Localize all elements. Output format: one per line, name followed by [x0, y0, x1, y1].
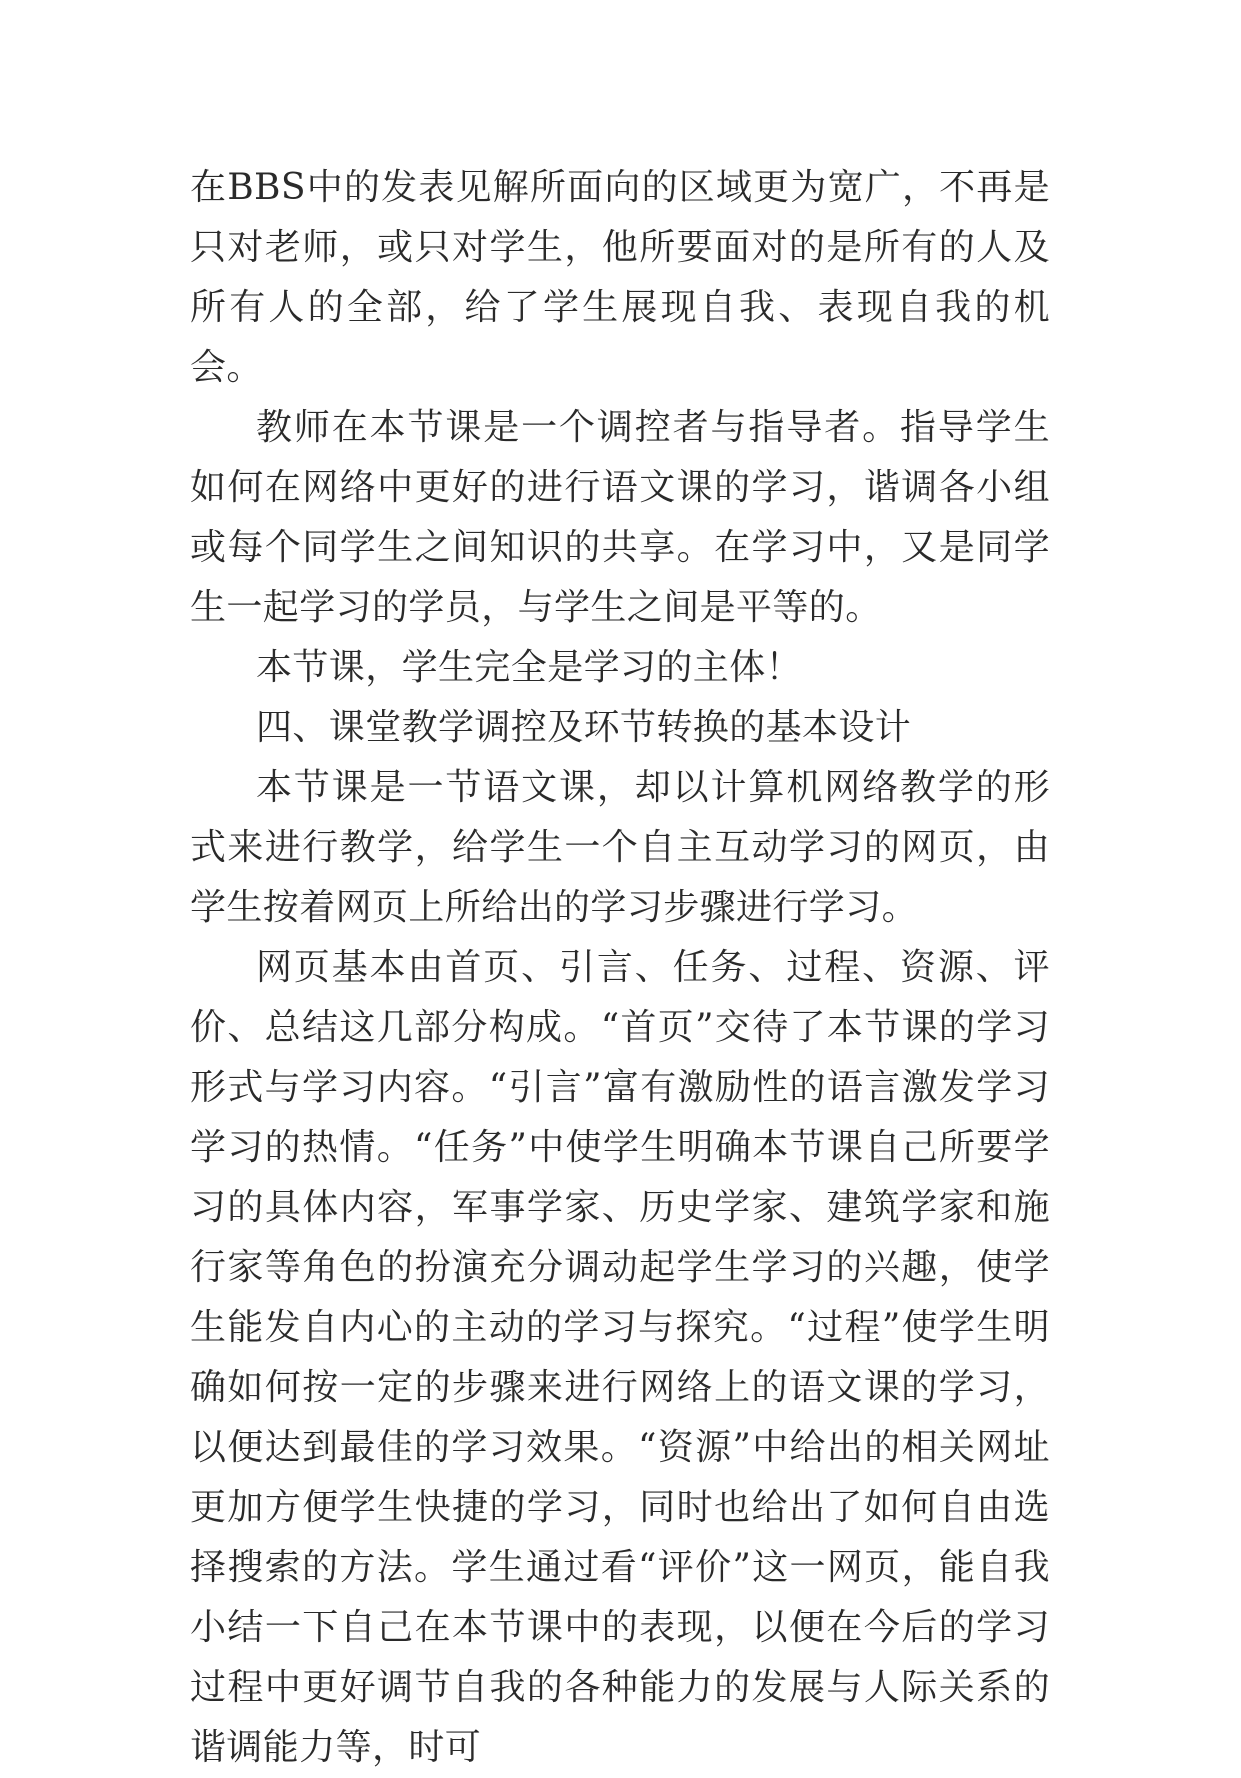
paragraph-lesson-format: 本节课是一节语文课，却以计算机网络教学的形式来进行教学，给学生一个自主互动学习的网页，由学生按着网页上所给出的学习步骤进行学习。 [190, 767, 1050, 928]
paragraph-webpage-structure: 网页基本由首页、引言、任务、过程、资源、评价、总结这几部分构成。“首页”交待了本节课的学习形式与学习内容。“引言”富有激励性的语言激发学习学习的热情。“任务”中使学生明确本节课自己所要学习的具体内容，军事学家、历史学家、建筑学家和施行家等角色的扮演充分调动起学生学习的兴趣，使学生能发自内心的主动的学习与探究。“过程”使学生明确如何按一定的步骤来进行网络上的语文课的学习，以便达到最佳的学习效果。“资源”中给出的相关网址更加方便学生快捷的学习，同时也给出了如何自由选择搜索的方法。学生通过看“评价”这一网页，能自我小结一下自己在本节课中的表现，以便在今后的学习过程中更好调节自我的各种能力的发展与人际关系的谐调能力等，时可 [190, 947, 1050, 1768]
paragraph-student-subject: 本节课，学生完全是学习的主体！ [256, 647, 803, 688]
paragraph-teacher-role: 教师在本节课是一个调控者与指导者。指导学生如何在网络中更好的进行语文课的学习，谐调各小组或每个同学生之间知识的共享。在学习中，又是同学生一起学习的学员，与学生之间是平等的。 [190, 407, 1050, 628]
document-body [190, 158, 1050, 1778]
paragraph-bbs-discussion: 在BBS中的发表见解所面向的区域更为宽广，不再是只对老师，或只对学生，他所要面对的是所有的人及所有人的全部，给了学生展现自我、表现自我的机会。 [190, 167, 1050, 388]
section-heading-design: 四、课堂教学调控及环节转换的基本设计 [256, 707, 912, 748]
